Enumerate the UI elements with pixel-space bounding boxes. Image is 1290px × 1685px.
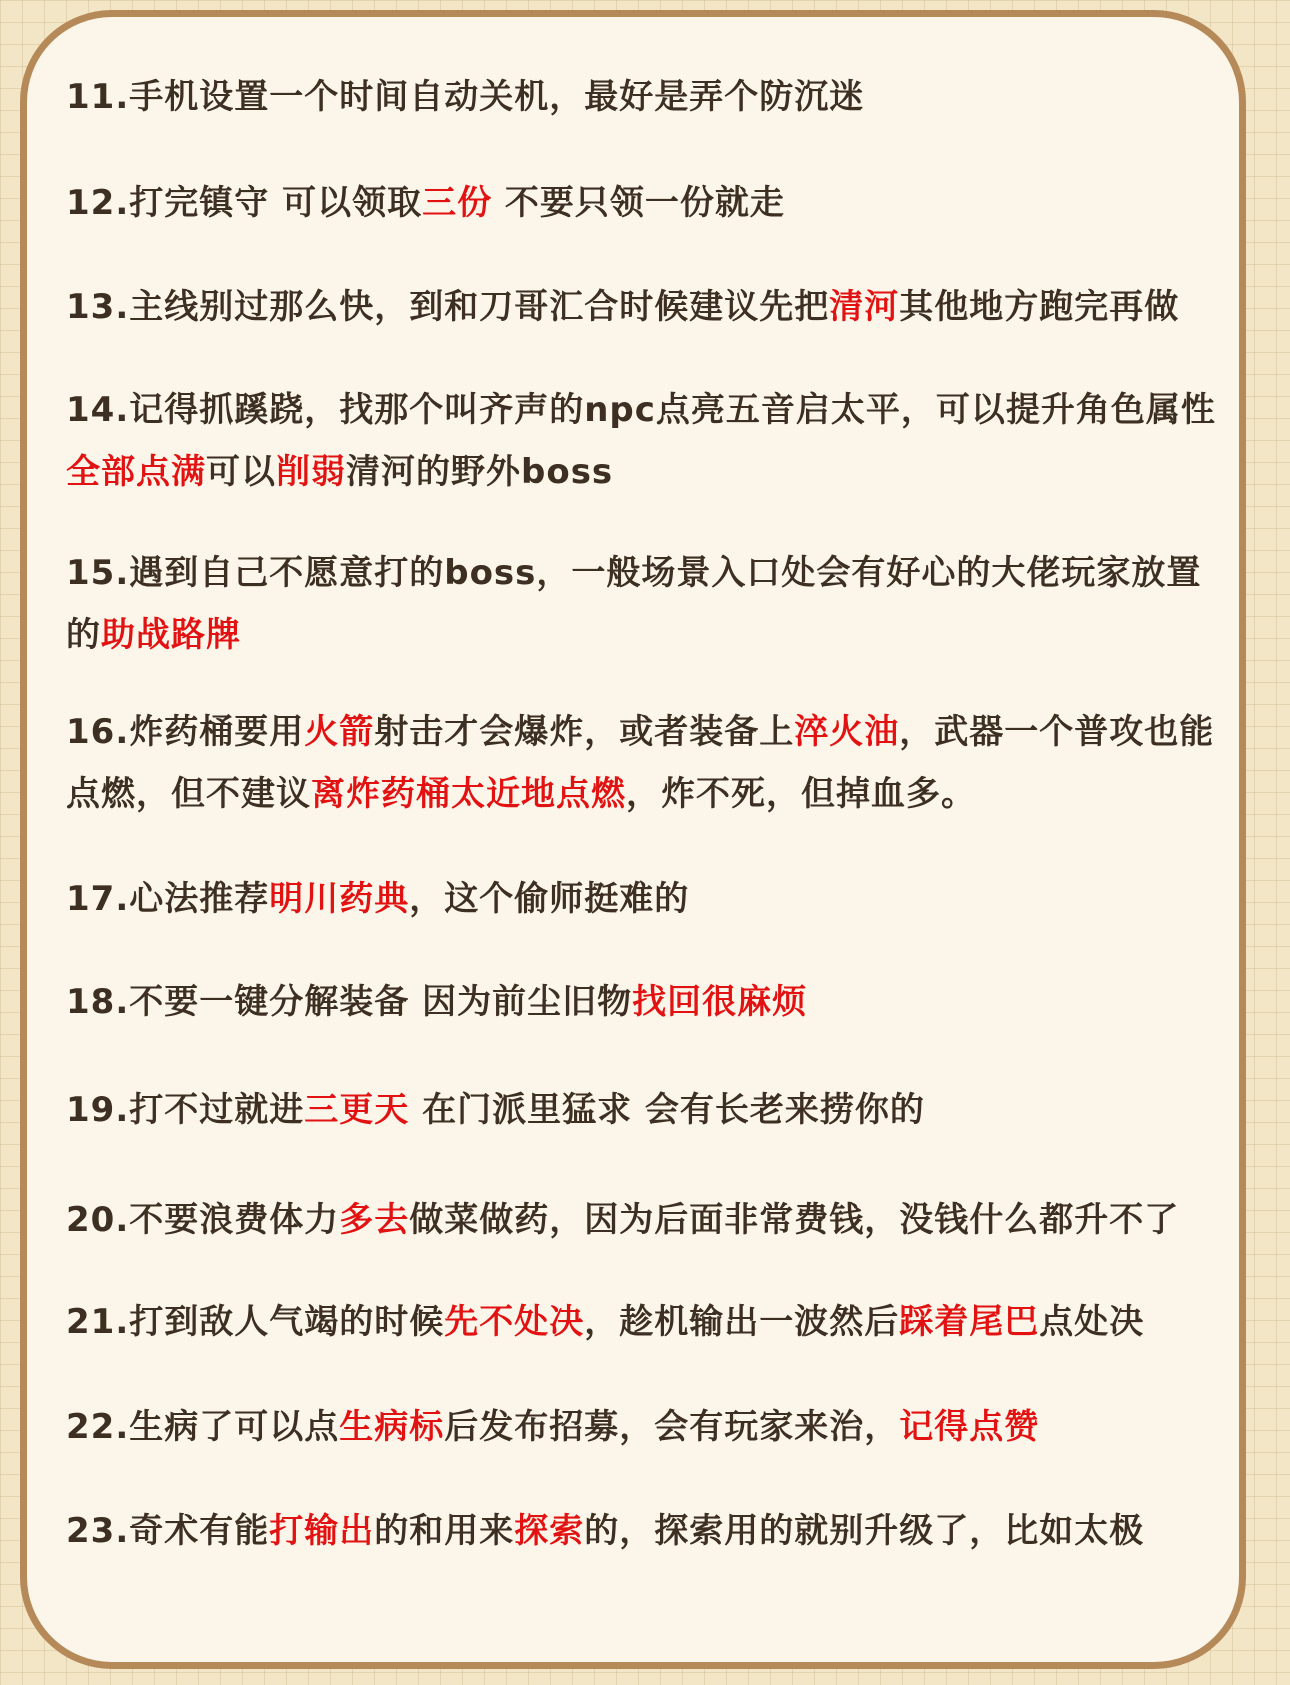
tip-highlight: 打输出 (269, 1511, 375, 1551)
tip-text: 18.不要一键分解装备 因为前尘旧物 (66, 982, 633, 1022)
tip-20 (66, 1189, 1236, 1251)
tip-text: 可以 (206, 452, 276, 492)
tip-text: 14.记得抓蹊跷，找那个叫齐声的npc点亮五音启太平，可以提升角色属性 (66, 390, 1216, 430)
tip-18 (66, 971, 1236, 1033)
tip-highlight: 生病标 (339, 1407, 445, 1447)
tip-text: 22.生病了可以点 (66, 1407, 340, 1447)
tip-highlight: 明川药典 (269, 879, 410, 919)
tip-highlight: 找回很麻烦 (632, 982, 808, 1022)
tip-highlight: 探索 (514, 1511, 585, 1551)
tip-21 (66, 1291, 1236, 1353)
tip-19 (66, 1079, 1236, 1141)
tip-text: ，炸不死，但掉血多。 (626, 774, 976, 814)
tip-text: 在门派里猛求 会有长老来捞你的 (409, 1090, 925, 1130)
tip-11 (66, 66, 1236, 128)
tip-text: 15.遇到自己不愿意打的boss，一般场景入口处会有好心的大佬玩家放置的 (66, 553, 1202, 655)
tip-highlight: 助战路牌 (101, 615, 241, 655)
tip-text: 19.打不过就进 (66, 1090, 305, 1130)
tip-22 (66, 1396, 1236, 1458)
tip-23 (66, 1500, 1236, 1562)
tip-14 (66, 379, 1236, 503)
tip-text: 17.心法推荐 (66, 879, 270, 919)
tip-text: 的和用来 (374, 1511, 515, 1551)
tip-text: 后发布招募，会有玩家来治， (444, 1407, 900, 1447)
tip-text: 23.奇术有能 (66, 1511, 270, 1551)
tip-highlight: 削弱 (276, 452, 346, 492)
tip-text: 11.手机设置一个时间自动关机，最好是弄个防沉迷 (66, 77, 865, 117)
tip-highlight: 踩着尾巴 (899, 1302, 1040, 1342)
tip-highlight: 多去 (339, 1200, 410, 1240)
tip-text: ，武器一个普攻也能点燃，但不建议 (66, 712, 1215, 814)
tip-text: ，趁机输出一波然后 (584, 1302, 900, 1342)
tip-text: 射击才会爆炸，或者装备上 (374, 712, 795, 752)
tip-text: 不要只领一份就走 (492, 183, 785, 223)
tip-highlight: 三份 (422, 183, 493, 223)
tip-highlight: 先不处决 (444, 1302, 585, 1342)
tip-16 (66, 701, 1236, 825)
tip-text: 其他地方跑完再做 (899, 287, 1180, 327)
tip-15 (66, 542, 1236, 666)
tip-text: ，这个偷师挺难的 (409, 879, 690, 919)
tip-highlight: 淬火油 (794, 712, 900, 752)
tip-13 (66, 276, 1236, 338)
tip-text: 20.不要浪费体力 (66, 1200, 340, 1240)
tip-text: 做菜做药，因为后面非常费钱，没钱什么都升不了 (409, 1200, 1180, 1240)
tip-highlight: 火箭 (304, 712, 375, 752)
tip-highlight: 全部点满 (66, 452, 206, 492)
tip-text: 点处决 (1039, 1302, 1145, 1342)
tip-highlight: 三更天 (304, 1090, 410, 1130)
tip-text: 清河的野外boss (346, 452, 614, 492)
tip-highlight: 清河 (829, 287, 900, 327)
tip-text: 12.打完镇守 可以领取 (66, 183, 423, 223)
tip-text: 16.炸药桶要用 (66, 712, 305, 752)
tip-highlight: 记得点赞 (899, 1407, 1040, 1447)
tip-17 (66, 868, 1236, 930)
tip-highlight: 离炸药桶太近地点燃 (311, 774, 626, 814)
tip-text: 21.打到敌人气竭的时候 (66, 1302, 445, 1342)
tip-text: 的，探索用的就别升级了，比如太极 (584, 1511, 1145, 1551)
tip-12 (66, 172, 1236, 234)
tip-text: 13.主线别过那么快，到和刀哥汇合时候建议先把 (66, 287, 830, 327)
